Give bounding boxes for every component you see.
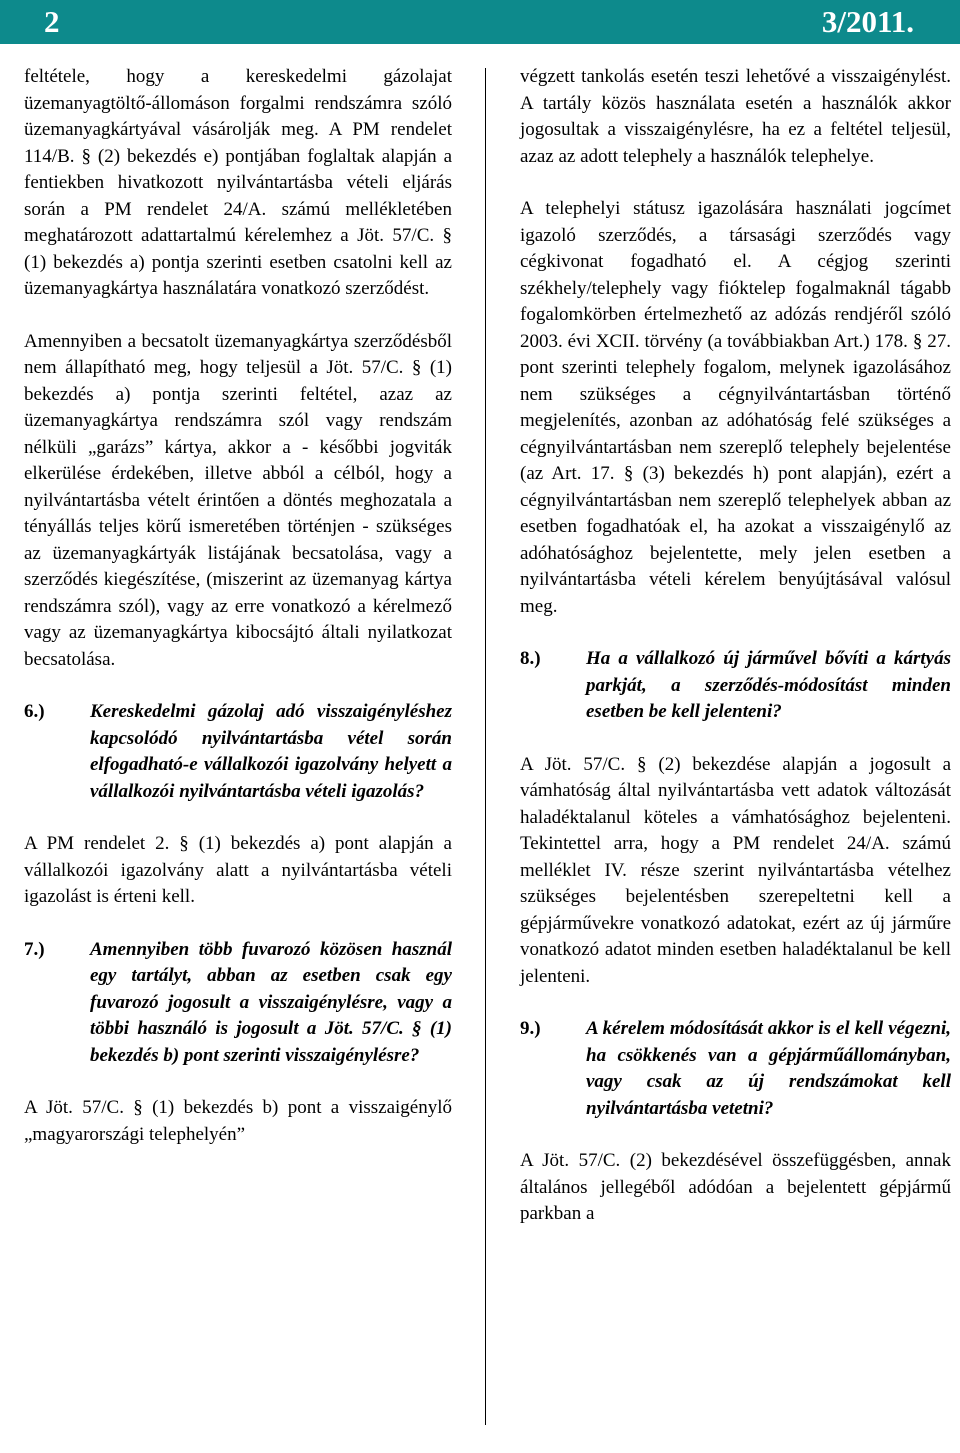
issue-number: 3/2011. (821, 4, 914, 39)
answer-9: A Jöt. 57/C. (2) bekezdésével összefüggésben, annak általános jellegéből adódóan a bejelentett gépjármű parkban a (520, 1150, 951, 1224)
question-8 (520, 646, 951, 726)
question-6 (24, 699, 452, 805)
paragraph: végzett tankolás esetén teszi lehetővé a visszaigénylést. A tartály közös használata esetén a használók akkor jogosultak a visszaigénylésre, ha ez a feltétel teljesül, azaz az adott telephely a használók telephelye. (520, 66, 951, 167)
question-number: 6.) (24, 701, 45, 722)
left-column (24, 64, 452, 1174)
page-header (0, 0, 960, 44)
question-number: 7.) (24, 938, 45, 960)
page-number: 2 (44, 4, 60, 39)
question-text: Amennyiben több fuvarozó közösen használ egy tartályt, abban az esetben csak egy fuvarozó jogosult a visszaigénylésre, vagy a többi használó is jogosult a Jöt. 57/C. § (1) bekezdés b) pont szerinti visszaigénylésre? (90, 938, 452, 1066)
question-number: 8.) (520, 648, 541, 669)
answer-7: A Jöt. 57/C. § (1) bekezdés b) pont a visszaigénylő „magyarországi telephelyén” (24, 1097, 452, 1145)
column-divider (485, 68, 486, 1425)
question-text: Kereskedelmi gázolaj adó visszaigényléshez kapcsolódó nyilvántartásba vétel során elfogadható-e vállalkozói igazolvány helyett a vállalkozói nyilvántartásba vételi igazolás? (90, 701, 452, 802)
answer-8: A Jöt. 57/C. § (2) bekezdése alapján a jogosult a vámhatóság által nyilvántartásba vett adatok változását haladéktalanul köteles a vámhatósághoz bejelenteni. Tekintettel arra, hogy a PM rendelet 24/A. számú melléklet IV. része szerint nyilvántartásba vételhez szükséges bejelentésben szerepeltetni kell a gépjárművekre vonatkozó adatokat, ezért az új járműre vonatkozó adatot minden esetben haladéktalanul be kell jelenteni. (520, 753, 951, 987)
paragraph: A telephelyi státusz igazolására használati jogcímet igazoló szerződés, a társasági szerződés vagy cégkivonat fogadható el. A cégjog szerinti székhely/telephely vagy fióktelep fogalmaknál tágabb fogalomkörben értelmezhető az adózás rendjéről szóló 2003. évi XCII. törvény (a továbbiakban Art.) 178. § 27. pont szerinti telephely fogalom, melynek igazolásához nem szükséges a cégnyilvántartásban történő megjelenítés, azonban az adóhatóság felé szükséges a cégnyilvántartásban nem szereplő telephely bejelentése (az Art. 17. § (3) bekezdés h) pont alapján), ezért a cégnyilvántartásban nem szereplő telephelyek abban az esetben fogadhatóak el, ha azokat a visszaigénylő az adóhatósághoz bejelentette, mely jelen esetben a nyilvántartásba vételi kérelem benyújtásával valósul meg. (520, 198, 951, 617)
question-7 (24, 937, 452, 1070)
paragraph: Amennyiben a becsatolt üzemanyagkártya szerződésből nem állapítható meg, hogy teljesül a Jöt. 57/C. § (1) bekezdés a) pontja szerinti feltétel, azaz az üzemanyagkártya rendszámra szól vagy rendszám nélküli „garázs” kártya, akkor a - későbbi jogviták elkerülése érdekében, illetve abból a célból, hogy a nyilvántartásba vételt érintően a döntés meghozatala a tényállás teljes körű ismeretében történjen - szükséges az üzemanyagkártyák listájának becsatolása, vagy a szerződés kiegészítése, (miszerint az üzemanyag kártya rendszámra szól), vagy az erre vonatkozó a kérelmező vagy az üzemanyagkártya kibocsájtó általi nyilatkozat becsatolása. (24, 330, 452, 670)
paragraph: feltétele, hogy a kereskedelmi gázolajat üzemanyagtöltő-állomáson forgalmi rendszámra szóló üzemanyagkártyával vásárolják meg. A PM rendelet 114/B. § (2) bekezdés e) pontjában foglaltak alapján a fentiekben hivatkozott nyilvántartásba vételi eljárás során a PM rendelet 24/A. számú mellékletében meghatározott adattartalmú kérelemhez a Jöt. 57/C. § (1) bekezdés a) pontja szerinti esetben csatolni kell az üzemanyagkártya használatára vonatkozó szerződést. (24, 66, 452, 299)
right-column (520, 64, 951, 1254)
question-9 (520, 1016, 951, 1122)
question-number: 9.) (520, 1018, 541, 1039)
question-text: Ha a vállalkozó új járművel bővíti a kártyás parkját, a szerződés-módosítást minden esetben be kell jelenteni? (586, 648, 951, 722)
answer-6: A PM rendelet 2. § (1) bekezdés a) pont alapján a vállalkozói igazolvány alatt a nyilvántartásba vételi igazolást is érteni kell. (24, 833, 452, 907)
question-text: A kérelem módosítását akkor is el kell végezni, ha csökkenés van a gépjárműállományban, vagy csak az új rendszámokat kell nyilvántartásba vetetni? (586, 1018, 951, 1119)
